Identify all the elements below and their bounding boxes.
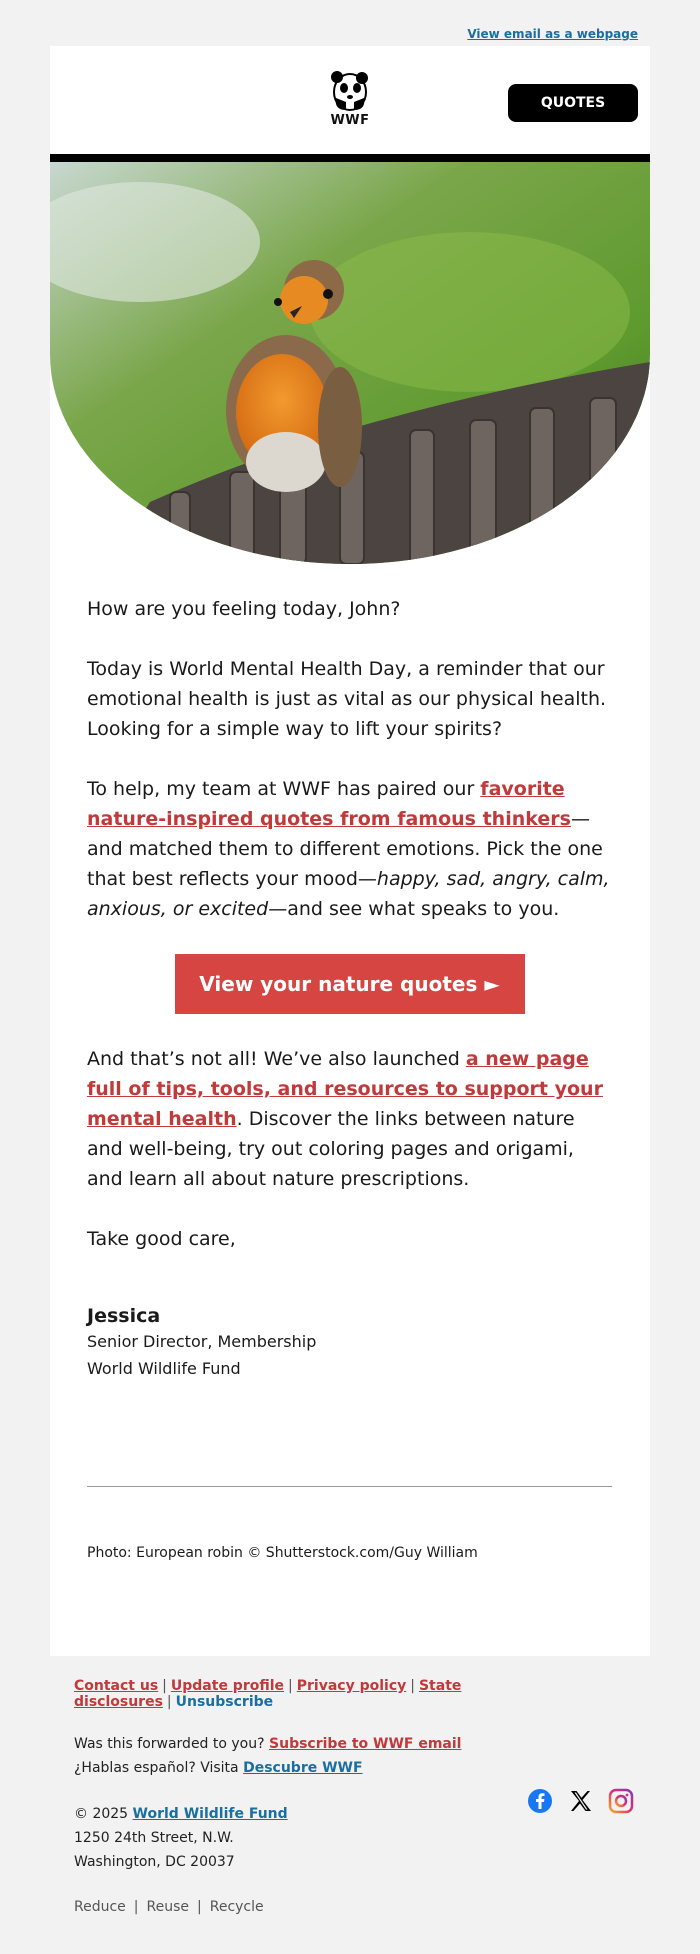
contact-us-link[interactable]: Contact us bbox=[74, 1678, 159, 1694]
moods-list: happy, sad, angry, calm, anxious, or excited bbox=[87, 868, 610, 920]
quotes-button[interactable]: QUOTES bbox=[508, 84, 638, 122]
separator: | bbox=[162, 1678, 167, 1694]
separator: | bbox=[166, 1694, 172, 1710]
forwarded-text: Was this forwarded to you? bbox=[74, 1736, 265, 1752]
content-divider bbox=[87, 1486, 612, 1487]
copyright-text: © 2025 bbox=[74, 1806, 129, 1822]
signer-name: Jessica bbox=[87, 1305, 161, 1327]
header-divider bbox=[50, 154, 650, 162]
para2-mid: —and matched them to different emotions. Pick the one that best reflects your mood— bbox=[87, 808, 603, 890]
email-header bbox=[50, 46, 650, 154]
view-nature-quotes-button[interactable]: View your nature quotes ► bbox=[175, 954, 525, 1014]
facebook-icon[interactable] bbox=[527, 1788, 553, 1814]
descubre-wwf-link[interactable]: Descubre WWF bbox=[243, 1760, 363, 1776]
instagram-icon[interactable] bbox=[608, 1788, 634, 1814]
email-footer bbox=[74, 1678, 634, 1915]
resources-paragraph bbox=[87, 1044, 612, 1194]
reuse-text: Reuse bbox=[146, 1899, 190, 1915]
para2-pre: To help, my team at WWF has paired our bbox=[87, 778, 481, 800]
spanish-text: ¿Hablas español? Visita bbox=[74, 1760, 239, 1776]
x-icon[interactable] bbox=[568, 1788, 594, 1814]
update-profile-link[interactable]: Update profile bbox=[170, 1678, 285, 1694]
mental-health-resources-link[interactable]: a new page full of tips, tools, and resources to support your mental health bbox=[87, 1048, 603, 1130]
forwarded-line bbox=[74, 1732, 634, 1756]
view-web-link[interactable]: View email as a webpage bbox=[467, 27, 638, 41]
photo-credit: Photo: European robin © Shutterstock.com/Guy William bbox=[87, 1545, 478, 1561]
hero-image-robin bbox=[50, 162, 650, 564]
social-icons bbox=[517, 1788, 634, 1814]
logo-text: WWF bbox=[330, 113, 370, 128]
signer-org: World Wildlife Fund bbox=[87, 1359, 241, 1378]
para3-pre: And that’s not all! We’ve also launched bbox=[87, 1048, 466, 1070]
forward-info bbox=[74, 1732, 634, 1780]
address-line-1: 1250 24th Street, N.W. bbox=[74, 1830, 234, 1846]
recycle-text: Recycle bbox=[209, 1899, 264, 1915]
greeting: How are you feeling today, John? bbox=[87, 598, 401, 620]
unsubscribe-link[interactable]: Unsubscribe bbox=[175, 1694, 274, 1710]
email-body bbox=[50, 564, 650, 1563]
subscribe-link[interactable]: Subscribe to WWF email bbox=[269, 1736, 462, 1752]
wwf-logo[interactable] bbox=[322, 68, 378, 138]
separator: | bbox=[288, 1678, 293, 1694]
spanish-line bbox=[74, 1756, 634, 1780]
email-card bbox=[50, 46, 650, 1656]
signoff: Take good care, bbox=[87, 1228, 236, 1250]
quotes-paragraph bbox=[87, 774, 612, 924]
privacy-policy-link[interactable]: Privacy policy bbox=[296, 1678, 407, 1694]
nature-quotes-link[interactable]: favorite nature-inspired quotes from famous thinkers bbox=[87, 778, 571, 830]
cta-container bbox=[87, 954, 612, 1014]
separator: | bbox=[410, 1678, 415, 1694]
intro-paragraph: Today is World Mental Health Day, a reminder that our emotional health is just as vital as our physical health. Looking for a simple way to lift your spirits? bbox=[87, 658, 607, 740]
signer-title: Senior Director, Membership bbox=[87, 1332, 317, 1351]
wwf-site-link[interactable]: World Wildlife Fund bbox=[132, 1806, 288, 1822]
topbar bbox=[0, 0, 700, 46]
para3-post: . Discover the links between nature and well-being, try out coloring pages and origami, and learn all about nature prescriptions. bbox=[87, 1108, 575, 1190]
separator: | bbox=[133, 1899, 139, 1915]
address-line-2: Washington, DC 20037 bbox=[74, 1854, 235, 1870]
footer-links bbox=[74, 1678, 634, 1710]
para2-post: —and see what speaks to you. bbox=[268, 898, 560, 920]
panda-icon bbox=[328, 68, 372, 112]
state-disclosures-link[interactable]: State disclosures bbox=[74, 1678, 462, 1710]
reduce-text: Reduce bbox=[74, 1899, 126, 1915]
reduce-reuse-recycle bbox=[74, 1899, 634, 1915]
separator: | bbox=[197, 1899, 202, 1915]
